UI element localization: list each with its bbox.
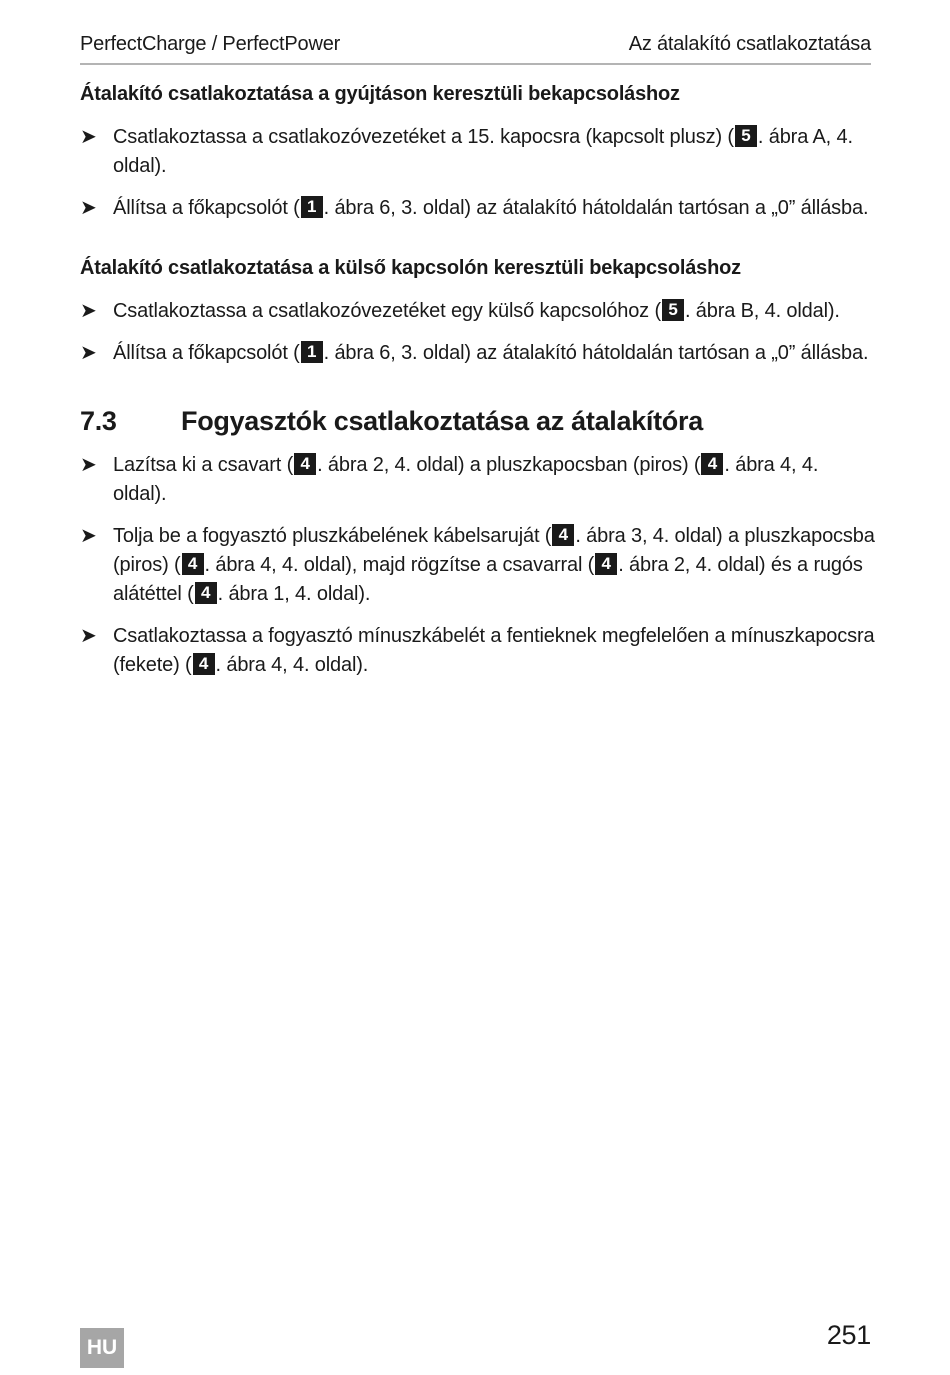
step-text: . ábra 6, 3. oldal) az átalakító hátoldalán tartósan a „0” állásba. (323, 197, 869, 219)
step-text: Csatlakoztassa a fogyasztó mínuszkábelét a fentieknek megfelelően a mínuszkapocsra (fekete) ( (113, 625, 875, 676)
figure-reference-badge: 1 (301, 196, 323, 218)
subheading-ignition: Átalakító csatlakoztatása a gyújtáson keresztüli bekapcsoláshoz (80, 83, 680, 105)
figure-reference-badge: 4 (294, 453, 316, 475)
bullet-arrow-icon: ➤ (80, 300, 97, 322)
step-text: Csatlakoztassa a csatlakozóvezetéket egy külső kapcsolóhoz ( (113, 300, 661, 322)
section-heading (80, 404, 875, 438)
figure-reference-badge: 4 (595, 553, 617, 575)
step-text: . ábra 6, 3. oldal) az átalakító hátoldalán tartósan a „0” állásba. (323, 342, 869, 364)
header-product-name: PerfectCharge / PerfectPower (80, 33, 341, 55)
bullet-arrow-icon: ➤ (80, 342, 97, 364)
section-number: 7.3 (80, 406, 117, 436)
figure-reference-badge: 4 (193, 653, 215, 675)
page-header (80, 31, 871, 65)
page-content (80, 80, 875, 693)
figure-reference-badge: 5 (735, 125, 757, 147)
step-text: Lazítsa ki a csavart ( (113, 454, 294, 476)
bullet-arrow-icon: ➤ (80, 197, 97, 219)
step-text: . ábra 1, 4. oldal). (217, 583, 371, 605)
step-text: Állítsa a főkapcsolót ( (113, 342, 300, 364)
step-text: . ábra 2, 4. oldal) a pluszkapocsban (piros) ( (317, 454, 701, 476)
step-text: . ábra B, 4. oldal). (684, 300, 840, 322)
step-text: . ábra 4, 4. oldal). (113, 454, 819, 505)
instruction-step (80, 194, 875, 223)
language-badge: HU (80, 1328, 124, 1368)
step-text: . ábra 4, 4. oldal), majd rögzítse a csavarral ( (204, 554, 595, 576)
step-text: . ábra 4, 4. oldal). (215, 654, 369, 676)
figure-reference-badge: 1 (301, 341, 323, 363)
subheading-external-switch: Átalakító csatlakoztatása a külső kapcsolón keresztüli bekapcsoláshoz (80, 257, 741, 279)
step-text: Állítsa a főkapcsolót ( (113, 197, 300, 219)
figure-reference-badge: 5 (662, 299, 684, 321)
figure-reference-badge: 4 (701, 453, 723, 475)
instruction-step (80, 622, 875, 680)
instruction-step (80, 522, 875, 609)
step-text: . ábra 2, 4. oldal) és a rugós alátéttel ( (113, 554, 863, 605)
step-text: . ábra 3, 4. oldal) a pluszkapocsba (piros) ( (113, 525, 875, 576)
bullet-arrow-icon: ➤ (80, 126, 97, 148)
instruction-step (80, 451, 875, 509)
figure-reference-badge: 4 (182, 553, 204, 575)
step-text: Tolja be a fogyasztó pluszkábelének kábelsaruját ( (113, 525, 552, 547)
section-title: Fogyasztók csatlakoztatása az átalakítóra (181, 406, 703, 436)
step-text: . ábra A, 4. oldal). (113, 126, 853, 177)
bullet-arrow-icon: ➤ (80, 454, 97, 476)
instruction-step (80, 297, 875, 326)
bullet-arrow-icon: ➤ (80, 625, 97, 647)
step-text: Csatlakoztassa a csatlakozóvezetéket a 15. kapocsra (kapcsolt plusz) ( (113, 126, 734, 148)
header-chapter-title: Az átalakító csatlakoztatása (628, 33, 871, 55)
page-number: 251 (826, 1320, 871, 1350)
instruction-step (80, 123, 875, 181)
instruction-step (80, 339, 875, 368)
figure-reference-badge: 4 (195, 582, 217, 604)
figure-reference-badge: 4 (552, 524, 574, 546)
bullet-arrow-icon: ➤ (80, 525, 97, 547)
